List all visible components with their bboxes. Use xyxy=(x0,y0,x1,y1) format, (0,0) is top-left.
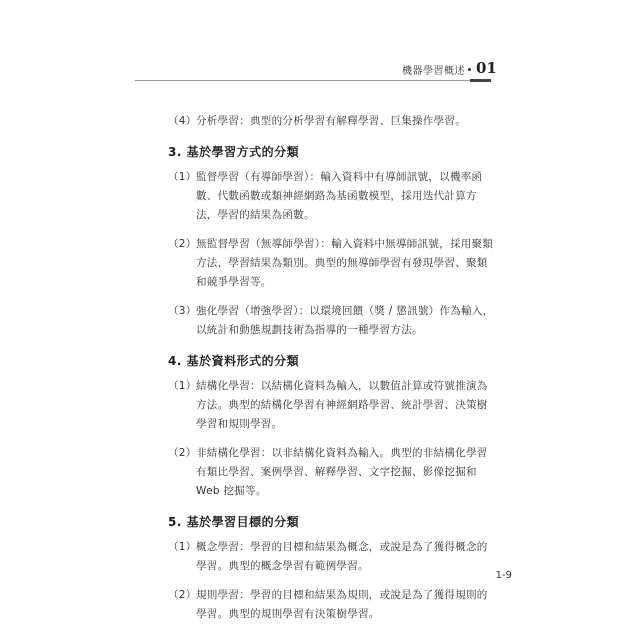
header-rule xyxy=(135,80,491,81)
item-number: （1） xyxy=(168,171,197,183)
header-bullet xyxy=(468,68,471,71)
list-item xyxy=(168,235,498,292)
list-item xyxy=(168,302,498,340)
item-text: 監督學習（有導師學習）：輸入資料中有導師訊號，以機率函數、代數函數或類神經網路為基函數模型，採用迭代計算方法，學習的結果為函數。 xyxy=(196,171,483,221)
page-body xyxy=(168,112,498,634)
item-number: （4） xyxy=(168,115,197,127)
list-item xyxy=(168,168,498,225)
item-number: （1） xyxy=(168,380,197,392)
section-heading: 5. 基於學習目標的分類 xyxy=(168,515,300,529)
list-item xyxy=(168,377,498,434)
list-item xyxy=(168,538,498,576)
item-text: 無監督學習（無導師學習）：輸入資料中無導師訊號，採用聚類方法，學習結果為類別。典型的無導師學習有發現學習、聚類和競爭學習等。 xyxy=(196,238,494,288)
item-text: 規則學習：學習的目標和結果為規則，或說是為了獲得規則的學習。典型的規則學習有決策樹學習。 xyxy=(196,589,488,620)
header-accent-bar xyxy=(470,79,491,82)
item-number: （2） xyxy=(168,589,197,601)
section-heading: 4. 基於資料形式的分類 xyxy=(168,354,300,368)
list-item xyxy=(168,586,498,624)
chapter-number: 01 xyxy=(476,59,497,77)
chapter-title: 機器學習概述 xyxy=(402,66,465,77)
item-number: （1） xyxy=(168,541,197,553)
list-item xyxy=(168,112,498,131)
item-text: 結構化學習：以結構化資料為輸入，以數值計算或符號推演為方法。典型的結構化學習有神經網路學習、統計學習、決策樹學習和規則學習。 xyxy=(196,380,488,430)
item-number: （2） xyxy=(168,238,197,250)
list-item xyxy=(168,444,498,501)
section-heading: 3. 基於學習方式的分類 xyxy=(168,145,300,159)
item-text: 分析學習：典型的分析學習有解釋學習、巨集操作學習。 xyxy=(196,115,466,127)
item-number: （2） xyxy=(168,447,197,459)
item-text: 非結構化學習：以非結構化資料為輸入。典型的非結構化學習有類比學習、案例學習、解釋學習、文字挖掘、影像挖掘和 Web 挖掘等。 xyxy=(196,447,488,497)
item-text: 概念學習：學習的目標和結果為概念，或說是為了獲得概念的學習。典型的概念學習有範例學習。 xyxy=(196,541,488,572)
item-number: （3） xyxy=(168,305,197,317)
item-text: 強化學習（增強學習）：以環境回饋（獎 / 懲訊號）作為輸入，以統計和動態規劃技術為指導的一種學習方法。 xyxy=(196,305,494,336)
page-number: 1-9 xyxy=(495,570,512,581)
